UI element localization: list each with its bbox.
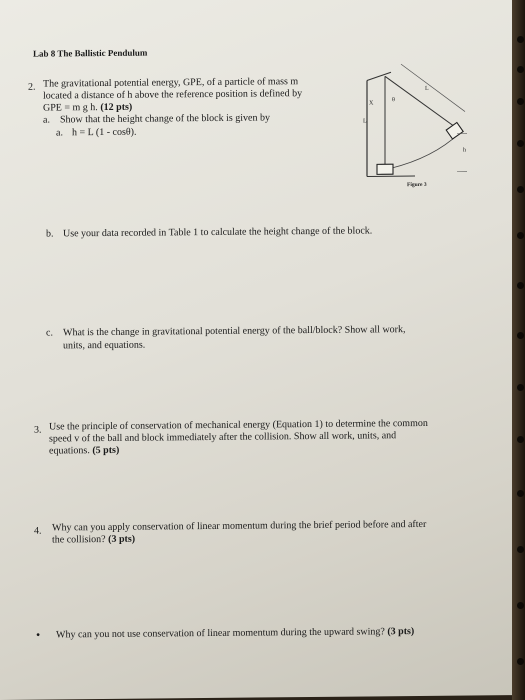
q2c-label: c. xyxy=(46,327,53,339)
q2-line-2: located a distance of h above the reference position is defined by xyxy=(43,88,303,102)
q2-points: (12 pts) xyxy=(100,101,133,114)
bullet-question xyxy=(56,626,414,641)
pendulum-figure xyxy=(355,59,475,192)
figure-swung-string xyxy=(385,76,456,129)
binder-hole xyxy=(517,546,524,553)
binder-hole xyxy=(517,332,524,339)
figure-caption: Figure 3 xyxy=(407,181,427,189)
q2b-text: Use your data recorded in Table 1 to calculate the height change of the block. xyxy=(63,225,373,240)
binder-hole xyxy=(517,140,524,147)
figure-label-x: X xyxy=(369,100,374,107)
q2c-line-2: units, and equations. xyxy=(63,339,146,352)
q4-line-2 xyxy=(52,534,135,547)
q2-number: 2. xyxy=(28,81,36,93)
q2-line-3 xyxy=(43,102,132,115)
figure-block-rest xyxy=(377,164,393,174)
figure-block-swung xyxy=(446,123,463,140)
q2a-sub-label: a. xyxy=(56,127,63,139)
binder-hole xyxy=(517,36,524,43)
q3-line-2: speed v of the ball and block immediately after the collision. Show all work, units, and xyxy=(49,430,397,445)
binder-hole xyxy=(517,232,524,239)
q3-line-1: Use the principle of conservation of mechanical energy (Equation 1) to determine the common xyxy=(49,417,428,433)
figure-L-arrow-line xyxy=(401,64,465,113)
figure-label-h: h xyxy=(463,147,466,154)
q4-number: 4. xyxy=(34,525,42,537)
q3-equations-word: equations. xyxy=(49,445,90,457)
q2a-text: Show that the height change of the block is given by xyxy=(60,112,270,126)
q2a-equation: h = L (1 - cosθ). xyxy=(72,126,137,139)
page-edge-shadow xyxy=(512,0,525,700)
q2c-line-1: What is the change in gravitational potential energy of the ball/block? Show all work, xyxy=(63,324,406,339)
binder-hole xyxy=(517,490,524,497)
q4-points: (3 pts) xyxy=(108,533,136,545)
binder-hole xyxy=(517,282,524,289)
figure-label-L-left: L xyxy=(363,118,367,125)
bullet-symbol: • xyxy=(36,627,41,642)
figure-top-bar xyxy=(367,72,391,80)
q2a-label: a. xyxy=(43,114,50,126)
binder-hole xyxy=(517,98,524,105)
figure-label-L-right: L xyxy=(425,85,429,92)
q2-gpe-eq: GPE = m g h. xyxy=(43,102,98,114)
q3-line-3 xyxy=(49,445,119,458)
bullet-points: (3 pts) xyxy=(387,626,415,638)
q3-points: (5 pts) xyxy=(92,444,120,457)
q3-number: 3. xyxy=(34,424,42,436)
q4-line-1: Why can you apply conservation of linear momentum during the brief period before and after xyxy=(52,518,427,534)
bullet-question-text: Why can you not use conservation of linear momentum during the upward swing? xyxy=(56,626,385,641)
binder-hole xyxy=(517,384,524,391)
q2-line-1: The gravitational potential energy, GPE, of a particle of mass m xyxy=(43,76,299,90)
q2b-label: b. xyxy=(46,228,54,240)
figure-swing-arc xyxy=(391,134,459,169)
page-header: Lab 8 The Ballistic Pendulum xyxy=(33,47,148,59)
q4-collision-text: the collision? xyxy=(52,533,106,546)
binder-hole xyxy=(517,186,524,193)
binder-hole xyxy=(517,436,524,443)
binder-hole xyxy=(517,658,524,665)
binder-hole xyxy=(517,66,524,73)
binder-hole xyxy=(517,602,524,609)
figure-label-theta: θ xyxy=(392,97,395,104)
